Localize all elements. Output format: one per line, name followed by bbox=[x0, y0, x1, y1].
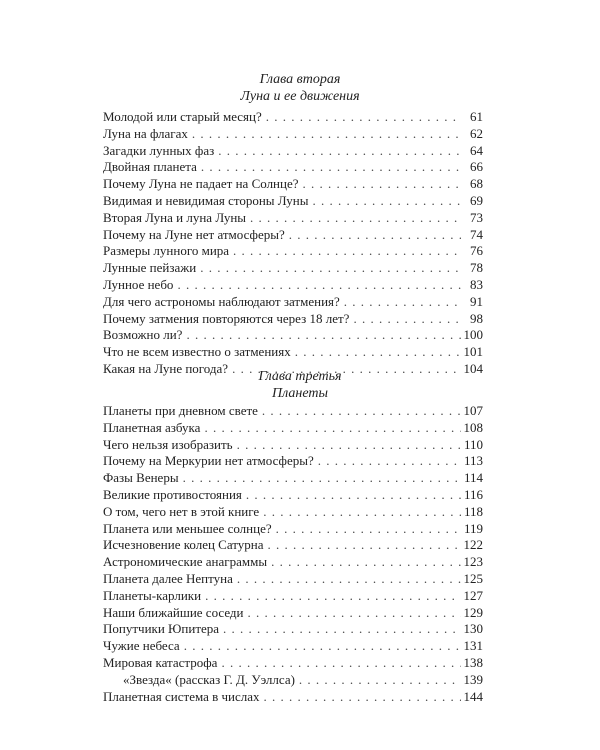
toc-leader-dots bbox=[303, 176, 461, 193]
toc-leader-dots bbox=[237, 437, 461, 454]
toc-entry-title: Почему Луна не падает на Солнце? bbox=[103, 176, 299, 192]
toc-entry bbox=[103, 453, 483, 470]
toc-leader-dots bbox=[186, 327, 461, 344]
toc-entry bbox=[103, 689, 483, 706]
toc-leader-dots bbox=[205, 588, 461, 605]
toc-entry bbox=[103, 554, 483, 571]
toc-entry-title: Планета или меньшее солнце? bbox=[103, 520, 272, 536]
toc-entry-page-number: 100 bbox=[463, 327, 483, 343]
toc-entry-page-number: 78 bbox=[470, 260, 483, 276]
toc-entry bbox=[103, 605, 483, 622]
toc-entry-title: Возможно ли? bbox=[103, 327, 183, 343]
toc-entry-page-number: 68 bbox=[470, 176, 483, 192]
toc-leader-dots bbox=[262, 403, 461, 420]
toc-leader-dots bbox=[318, 453, 461, 470]
toc-entry bbox=[103, 126, 483, 143]
toc-entry bbox=[103, 638, 483, 655]
chapter-3-label: Глава третья bbox=[258, 369, 342, 384]
toc-entry-title: Планеты-карлики bbox=[103, 587, 202, 603]
toc-entry-title: Великие противостояния bbox=[103, 486, 242, 502]
toc-entry bbox=[103, 420, 483, 437]
toc-entry bbox=[103, 672, 483, 689]
toc-leader-dots bbox=[266, 109, 461, 126]
toc-leader-dots bbox=[246, 487, 461, 504]
toc-leader-dots bbox=[263, 504, 461, 521]
toc-entry-page-number: 107 bbox=[463, 403, 483, 418]
toc-entry-page-number: 98 bbox=[470, 310, 483, 326]
toc-entry bbox=[103, 311, 483, 328]
toc-entry-title: Чужие небеса bbox=[103, 638, 180, 654]
toc-leader-dots bbox=[177, 277, 461, 294]
toc-entry-title: Почему затмения повторяются через 18 лет? bbox=[103, 310, 350, 326]
chapter-2-heading bbox=[0, 71, 600, 105]
toc-entry-page-number: 74 bbox=[470, 226, 483, 242]
toc-entry-title: Чего нельзя изобразить bbox=[103, 436, 233, 452]
toc-leader-dots bbox=[276, 521, 461, 538]
toc-leader-dots bbox=[237, 571, 461, 588]
toc-entry-page-number: 62 bbox=[470, 125, 483, 141]
chapter-3-contents bbox=[103, 403, 483, 705]
chapter-2-title: Луна и ее движения bbox=[240, 89, 360, 104]
toc-entry-title: Лунные пейзажи bbox=[103, 260, 197, 276]
toc-entry-title: Видимая и невидимая стороны Луны bbox=[103, 192, 309, 208]
toc-entry bbox=[103, 294, 483, 311]
toc-entry-title: Размеры лунного мира bbox=[103, 243, 230, 259]
toc-entry bbox=[103, 437, 483, 454]
toc-leader-dots bbox=[218, 143, 461, 160]
toc-entry-page-number: 116 bbox=[463, 486, 483, 502]
toc-leader-dots bbox=[250, 210, 461, 227]
toc-entry-page-number: 129 bbox=[463, 604, 483, 620]
toc-entry-title: Планетная азбука bbox=[103, 419, 201, 435]
chapter-2-contents bbox=[103, 109, 483, 378]
toc-entry bbox=[103, 143, 483, 160]
toc-entry-page-number: 110 bbox=[463, 436, 483, 452]
toc-entry-title: Загадки лунных фаз bbox=[103, 142, 215, 158]
toc-entry-page-number: 144 bbox=[463, 688, 483, 704]
toc-entry bbox=[103, 470, 483, 487]
toc-entry-page-number: 101 bbox=[463, 344, 483, 360]
toc-entry-title: Исчезновение колец Сатурна bbox=[103, 537, 264, 553]
toc-leader-dots bbox=[223, 621, 461, 638]
toc-leader-dots bbox=[271, 554, 461, 571]
toc-entry-title: Какая на Луне погода? bbox=[103, 360, 229, 376]
chapter-2-label: Глава вторая bbox=[259, 72, 341, 87]
toc-entry-title: Планетная система в числах bbox=[103, 688, 260, 704]
toc-entry-page-number: 125 bbox=[463, 570, 483, 586]
toc-entry-page-number: 91 bbox=[470, 293, 483, 309]
toc-entry-page-number: 127 bbox=[463, 587, 483, 603]
toc-entry bbox=[103, 655, 483, 672]
toc-entry bbox=[103, 227, 483, 244]
toc-leader-dots bbox=[233, 243, 461, 260]
toc-entry-page-number: 131 bbox=[463, 638, 483, 654]
toc-entry bbox=[103, 521, 483, 538]
toc-entry bbox=[103, 193, 483, 210]
toc-entry-page-number: 61 bbox=[470, 109, 483, 124]
toc-entry bbox=[103, 109, 483, 126]
toc-entry-page-number: 114 bbox=[463, 470, 483, 486]
toc-leader-dots bbox=[201, 159, 461, 176]
toc-entry-page-number: 108 bbox=[463, 419, 483, 435]
toc-entry-title: Луна на флагах bbox=[103, 125, 188, 141]
toc-entry bbox=[103, 588, 483, 605]
toc-leader-dots bbox=[268, 537, 461, 554]
toc-entry-title: Фазы Венеры bbox=[103, 470, 179, 486]
toc-entry-title: Планеты при дневном свете bbox=[103, 403, 258, 418]
toc-leader-dots bbox=[200, 260, 461, 277]
toc-entry bbox=[103, 277, 483, 294]
toc-entry-page-number: 69 bbox=[470, 192, 483, 208]
toc-entry bbox=[103, 487, 483, 504]
toc-entry bbox=[103, 327, 483, 344]
toc-entry-title: Молодой или старый месяц? bbox=[103, 109, 262, 124]
toc-entry bbox=[103, 403, 483, 420]
toc-entry-title: Планета далее Нептуна bbox=[103, 570, 233, 586]
toc-leader-dots bbox=[295, 344, 461, 361]
toc-entry-title: Астрономические анаграммы bbox=[103, 554, 268, 570]
toc-entry bbox=[103, 260, 483, 277]
toc-entry-title: Наши ближайшие соседи bbox=[103, 604, 244, 620]
toc-entry bbox=[103, 571, 483, 588]
toc-entry bbox=[103, 344, 483, 361]
toc-entry-title: Почему на Меркурии нет атмосферы? bbox=[103, 453, 314, 469]
toc-entry-title: Вторая Луна и луна Луны bbox=[103, 209, 247, 225]
toc-entry bbox=[103, 159, 483, 176]
toc-entry-page-number: 66 bbox=[470, 159, 483, 175]
toc-entry-page-number: 139 bbox=[463, 671, 483, 687]
toc-entry bbox=[103, 210, 483, 227]
toc-entry-page-number: 122 bbox=[463, 537, 483, 553]
toc-entry bbox=[103, 537, 483, 554]
toc-entry-page-number: 64 bbox=[470, 142, 483, 158]
toc-entry bbox=[103, 176, 483, 193]
toc-entry-page-number: 119 bbox=[463, 520, 483, 536]
toc-entry bbox=[103, 621, 483, 638]
toc-entry-title: Лунное небо bbox=[103, 276, 174, 292]
toc-leader-dots bbox=[204, 420, 461, 437]
toc-entry-page-number: 73 bbox=[470, 209, 483, 225]
toc-leader-dots bbox=[183, 470, 461, 487]
toc-entry-title: Попутчики Юпитера bbox=[103, 621, 220, 637]
toc-entry-title: «Звезда« (рассказ Г. Д. Уэллса) bbox=[123, 671, 295, 687]
toc-entry bbox=[103, 243, 483, 260]
toc-entry-title: О том, чего нет в этой книге bbox=[103, 503, 260, 519]
toc-leader-dots bbox=[289, 227, 461, 244]
toc-entry-title: Что не всем известно о затмениях bbox=[103, 344, 291, 360]
toc-leader-dots bbox=[344, 294, 461, 311]
toc-entry-title: Для чего астрономы наблюдают затмения? bbox=[103, 293, 340, 309]
toc-entry-title: Мировая катастрофа bbox=[103, 654, 218, 670]
toc-entry-page-number: 83 bbox=[470, 276, 483, 292]
toc-leader-dots bbox=[221, 655, 461, 672]
toc-leader-dots bbox=[353, 311, 461, 328]
toc-leader-dots bbox=[184, 638, 461, 655]
toc-entry bbox=[103, 504, 483, 521]
toc-leader-dots bbox=[264, 689, 461, 706]
toc-entry-page-number: 76 bbox=[470, 243, 483, 259]
toc-entry-page-number: 130 bbox=[463, 621, 483, 637]
toc-entry-page-number: 123 bbox=[463, 554, 483, 570]
toc-entry-page-number: 104 bbox=[463, 360, 483, 376]
toc-entry-title: Почему на Луне нет атмосферы? bbox=[103, 226, 285, 242]
toc-leader-dots bbox=[312, 193, 461, 210]
toc-entry-title: Двойная планета bbox=[103, 159, 197, 175]
toc-leader-dots bbox=[248, 605, 462, 622]
toc-leader-dots bbox=[192, 126, 461, 143]
chapter-3-heading bbox=[0, 368, 600, 402]
toc-entry-page-number: 118 bbox=[463, 503, 483, 519]
toc-leader-dots bbox=[299, 672, 461, 689]
toc-entry-page-number: 138 bbox=[463, 654, 483, 670]
toc-entry-page-number: 113 bbox=[463, 453, 483, 469]
chapter-3-title: Планеты bbox=[272, 386, 328, 401]
